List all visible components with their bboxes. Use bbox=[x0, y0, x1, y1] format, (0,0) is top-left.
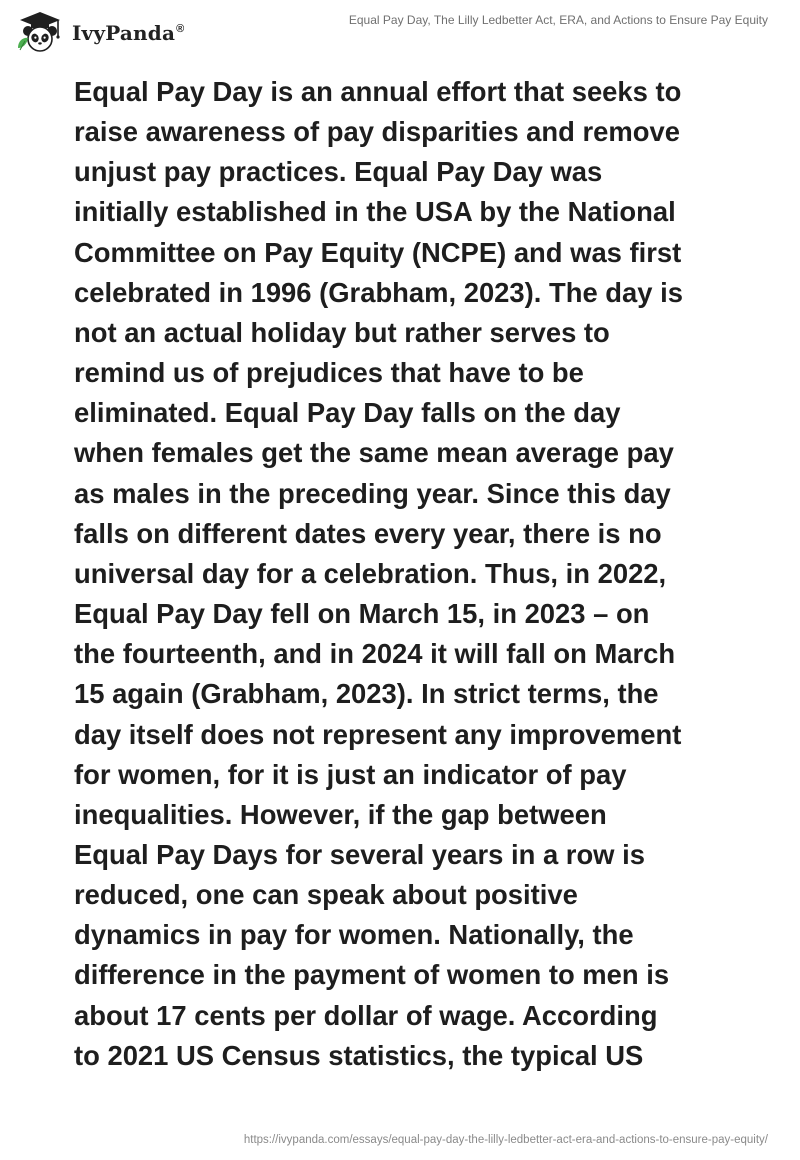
panda-graduate-icon bbox=[14, 10, 66, 54]
essay-paragraph: Equal Pay Day is an annual effort that seeks to raise awareness of pay disparities and remove unjust pay practices. Equal Pay Day was initially established in the USA by the National Committee on Pay Equity (NCPE) and was first celebrated in 1996 (Grabham, 2023). The day is not an actual holiday but rather serves to remind us of prejudices that have to be eliminated. Equal Pay Day falls on the day when females get the same mean average pay as males in the preceding year. Since this day falls on different dates every year, there is no universal day for a celebration. Thus, in 2022, Equal Pay Day fell on March 15, in 2023 – on the fourteenth, and in 2024 it will fall on March 15 again (Grabham, 2023). In strict terms, the day itself does not represent any improvement for women, for it is just an indicator of pay inequalities. However, if the gap between Equal Pay Days for several years in a row is reduced, one can speak about positive dynamics in pay for women. Nationally, the difference in the payment of women to men is about 17 cents per dollar of wage. According to 2021 US Census statistics, the typical US bbox=[74, 76, 683, 1071]
page-header bbox=[0, 0, 800, 60]
registered-mark: ® bbox=[176, 23, 185, 36]
brand-name bbox=[72, 21, 184, 45]
source-url[interactable]: https://ivypanda.com/essays/equal-pay-day-the-lilly-ledbetter-act-era-and-actions-to-ensure-pay-equity/ bbox=[243, 1134, 768, 1146]
brand-text: IvyPanda bbox=[72, 21, 176, 45]
document-title: Equal Pay Day, The Lilly Ledbetter Act, ERA, and Actions to Ensure Pay Equity bbox=[348, 13, 768, 27]
ivypanda-logo[interactable] bbox=[14, 10, 184, 54]
